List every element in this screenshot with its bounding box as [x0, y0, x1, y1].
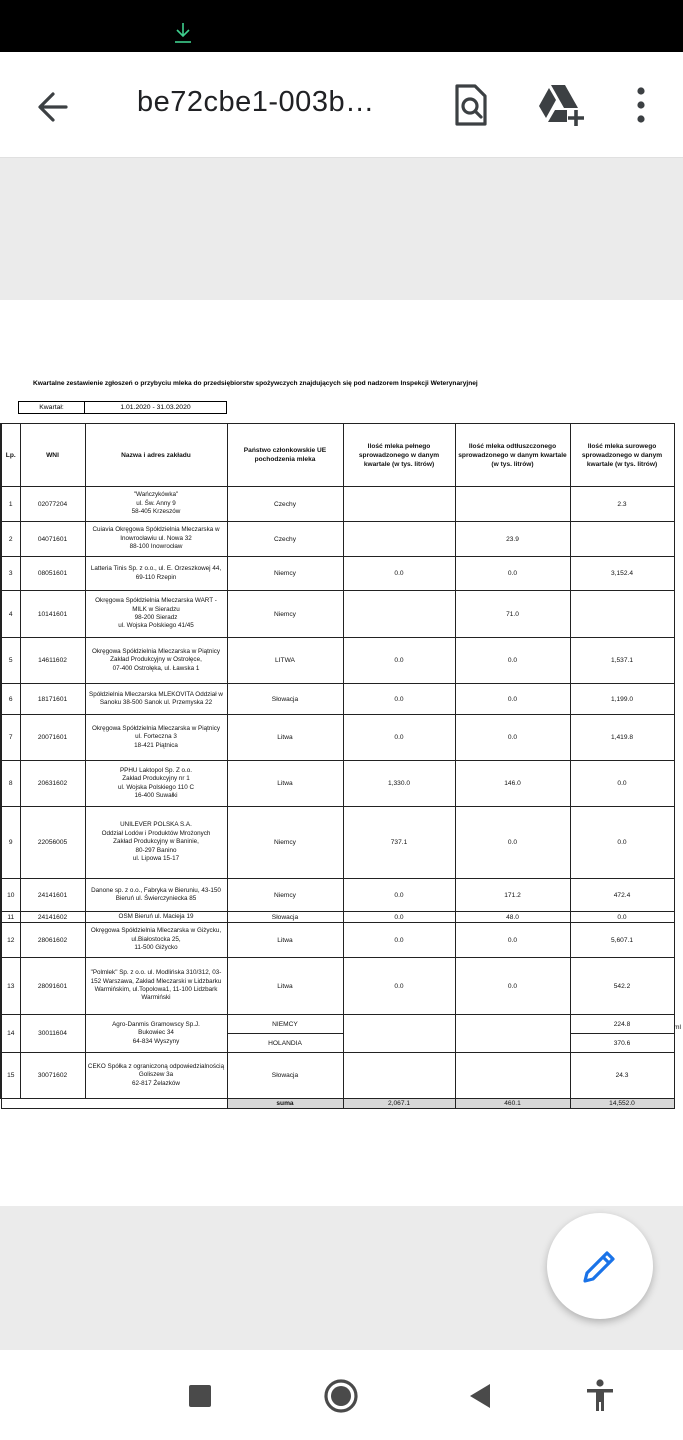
cell-raw: 370.6 — [570, 1034, 674, 1053]
cell-skim: 71.0 — [455, 591, 570, 638]
milk-table — [0, 423, 675, 1109]
cell-lp: 6 — [1, 684, 20, 715]
col-header-raw-milk: Ilość mleka surowego sprowadzonego w danym kwartale (w tys. litrów) — [570, 424, 674, 487]
cell-raw: 24.3 — [570, 1053, 674, 1099]
cell-lp: 3 — [1, 557, 20, 591]
cell-lp: 2 — [1, 522, 20, 557]
add-to-drive-icon — [534, 82, 586, 128]
cell-lp: 7 — [1, 715, 20, 761]
cell-lp: 1 — [1, 487, 20, 522]
cell-skim: 0.0 — [455, 638, 570, 684]
back-nav-button[interactable] — [461, 1376, 501, 1416]
edit-fab[interactable] — [547, 1213, 653, 1319]
cell-full: 0.0 — [343, 557, 455, 591]
cell-country: Niemcy — [227, 879, 343, 912]
back-button[interactable] — [28, 82, 78, 132]
sum-row — [1, 1099, 674, 1109]
document-page — [0, 300, 683, 1206]
cell-wni: 22056005 — [20, 807, 85, 879]
cell-full: 0.0 — [343, 958, 455, 1015]
table-row — [1, 638, 674, 684]
cell-skim — [455, 487, 570, 522]
cell-name: Okręgowa Spółdzielnia Mleczarska WART - MILK w Sieradzu 98-200 Sieradz ul. Wojska Polskiego 41/45 — [85, 591, 227, 638]
sum-full: 2,067.1 — [343, 1099, 455, 1109]
status-bar — [0, 0, 683, 52]
cell-name: Okręgowa Spółdzielnia Mleczarska w Piątnicy ul. Forteczna 3 18-421 Piątnica — [85, 715, 227, 761]
cell-wni: 24141602 — [20, 912, 85, 923]
col-header-name: Nazwa i adres zakładu — [85, 424, 227, 487]
cell-raw — [570, 522, 674, 557]
table-header-row — [1, 424, 674, 487]
cell-name: Danone sp. z o.o., Fabryka w Bieruniu, 43-150 Bieruń ul. Świerczyniecka 85 — [85, 879, 227, 912]
cell-skim: 0.0 — [455, 557, 570, 591]
cell-country: Czechy — [227, 522, 343, 557]
cell-country: Słowacja — [227, 912, 343, 923]
find-in-document-button[interactable] — [448, 82, 494, 128]
cell-name: Spółdzielnia Mleczarska MLEKOVITA Oddział w Sanoku 38-500 Sanok ul. Przemyska 22 — [85, 684, 227, 715]
cell-wni: 30071602 — [20, 1053, 85, 1099]
document-heading: Kwartalne zestawienie zgłoszeń o przybyciu mleka do przedsiębiorstw spożywczych znajdujących się pod nadzorem Inspekcji Weterynaryjnej — [33, 380, 478, 387]
cell-skim — [455, 1053, 570, 1099]
sum-spacer — [1, 1099, 227, 1109]
cell-skim: 0.0 — [455, 684, 570, 715]
cell-country: HOLANDIA — [227, 1034, 343, 1053]
cell-country: Niemcy — [227, 591, 343, 638]
quarter-value: 1.01.2020 - 31.03.2020 — [120, 404, 191, 411]
app-bar — [0, 52, 683, 158]
cell-full: 0.0 — [343, 923, 455, 958]
cell-full: 1,330.0 — [343, 761, 455, 807]
cell-lp: 5 — [1, 638, 20, 684]
cell-raw: 1,419.8 — [570, 715, 674, 761]
table-row — [1, 912, 674, 923]
cell-country: Niemcy — [227, 557, 343, 591]
cell-raw: 1,537.1 — [570, 638, 674, 684]
table-row — [1, 487, 674, 522]
cell-full: 0.0 — [343, 638, 455, 684]
back-arrow-icon — [28, 82, 78, 132]
sum-skim: 460.1 — [455, 1099, 570, 1109]
recents-icon — [180, 1376, 220, 1416]
cell-raw: 224.8 — [570, 1015, 674, 1034]
stray-cell-text: ml — [674, 1024, 681, 1031]
cell-country: Litwa — [227, 958, 343, 1015]
cell-skim: 0.0 — [455, 715, 570, 761]
home-button[interactable] — [321, 1376, 361, 1416]
col-header-skim-milk: Ilość mleka odtłuszczonego sprowadzonego w danym kwartale (w tys. litrów) — [455, 424, 570, 487]
cell-name: OSM Bieruń ul. Macieja 19 — [85, 912, 227, 923]
cell-country: Litwa — [227, 923, 343, 958]
cell-name: "Wańczykówka" ul. Św. Anny 9 58-405 Krzeszów — [85, 487, 227, 522]
cell-wni: 18171601 — [20, 684, 85, 715]
cell-wni: 14611602 — [20, 638, 85, 684]
cell-full — [343, 1053, 455, 1099]
cell-name: Agro-Danmis Gramowscy Sp.J. Bukowiec 34 64-834 Wyszyny — [85, 1015, 227, 1053]
accessibility-button[interactable] — [580, 1376, 620, 1416]
cell-raw: 0.0 — [570, 807, 674, 879]
cell-raw: 0.0 — [570, 761, 674, 807]
table-row — [1, 1053, 674, 1099]
cell-lp: 12 — [1, 923, 20, 958]
table-row — [1, 591, 674, 638]
col-header-full-milk: Ilość mleka pełnego sprowadzonego w danym kwartale (w tys. litrów) — [343, 424, 455, 487]
cell-country: Litwa — [227, 715, 343, 761]
cell-skim: 0.0 — [455, 923, 570, 958]
cell-wni: 04071601 — [20, 522, 85, 557]
cell-full: 0.0 — [343, 912, 455, 923]
cell-wni: 24141601 — [20, 879, 85, 912]
cell-wni: 28061602 — [20, 923, 85, 958]
cell-raw: 0.0 — [570, 912, 674, 923]
cell-country: LITWA — [227, 638, 343, 684]
cell-lp: 13 — [1, 958, 20, 1015]
cell-name: "Polmlek" Sp. z o.o. ul. Modlińska 310/312, 03-152 Warszawa, Zakład Mleczarski w Lidzbarku Warmińskim, ul.Topolowa1, 11-100 Lidzbark Warmiński — [85, 958, 227, 1015]
cell-lp: 14 — [1, 1015, 20, 1053]
cell-name: Cuiavia Okręgowa Spółdzielnia Mleczarska w Inowrocławiu ul. Nowa 32 88-100 Inowrocław — [85, 522, 227, 557]
cell-wni: 30011604 — [20, 1015, 85, 1053]
cell-name: Okręgowa Spółdzielnia Mleczarska w Giżycku, ul.Białostocka 25, 11-500 Giżycko — [85, 923, 227, 958]
table-row — [1, 807, 674, 879]
table-row — [1, 879, 674, 912]
more-options-button[interactable] — [622, 82, 662, 128]
cell-skim: 23.9 — [455, 522, 570, 557]
cell-full: 0.0 — [343, 684, 455, 715]
table-body — [1, 487, 674, 1099]
back-triangle-icon — [461, 1376, 501, 1416]
accessibility-icon — [580, 1376, 620, 1416]
cell-skim: 48.0 — [455, 912, 570, 923]
cell-wni: 02077204 — [20, 487, 85, 522]
cell-full: 737.1 — [343, 807, 455, 879]
table-row — [1, 923, 674, 958]
cell-raw: 5,607.1 — [570, 923, 674, 958]
cell-skim — [455, 1015, 570, 1053]
cell-country: NIEMCY — [227, 1015, 343, 1034]
cell-full — [343, 487, 455, 522]
document-viewer[interactable] — [0, 158, 683, 1350]
sum-label: suma — [227, 1099, 343, 1109]
cell-name: CEKO Spółka z ograniczoną odpowiedzialnością Goliszew 3a 62-817 Żelazków — [85, 1053, 227, 1099]
table-row — [1, 684, 674, 715]
cell-lp: 10 — [1, 879, 20, 912]
cell-full: 0.0 — [343, 879, 455, 912]
table-row — [1, 761, 674, 807]
sum-raw: 14,552.0 — [570, 1099, 674, 1109]
cell-country: Słowacja — [227, 1053, 343, 1099]
add-to-drive-button[interactable] — [534, 82, 586, 128]
col-header-lp: Lp. — [1, 424, 20, 487]
cell-raw: 3,152.4 — [570, 557, 674, 591]
table-row — [1, 1015, 674, 1034]
more-vert-icon — [622, 82, 662, 128]
cell-name: UNILEVER POLSKA S.A. Oddział Lodów i Produktów Mrożonych Zakład Produkcyjny w Baninie, 80-297 Banino ul. Lipowa 15-17 — [85, 807, 227, 879]
cell-lp: 15 — [1, 1053, 20, 1099]
document-title: be72cbe1-003b… — [137, 86, 375, 118]
cell-country: Niemcy — [227, 807, 343, 879]
cell-skim: 0.0 — [455, 958, 570, 1015]
table-row — [1, 557, 674, 591]
cell-name: Okręgowa Spółdzielnia Mleczarska w Piątnicy Zakład Produkcyjny w Ostrołęce, 07-400 Ostrołęka, ul. Ławska 1 — [85, 638, 227, 684]
cell-raw: 472.4 — [570, 879, 674, 912]
cell-full — [343, 591, 455, 638]
cell-raw: 542.2 — [570, 958, 674, 1015]
table-row — [1, 715, 674, 761]
cell-country: Litwa — [227, 761, 343, 807]
cell-skim: 171.2 — [455, 879, 570, 912]
cell-full — [343, 522, 455, 557]
quarter-box — [18, 401, 227, 414]
cell-lp: 11 — [1, 912, 20, 923]
cell-skim: 146.0 — [455, 761, 570, 807]
download-icon — [173, 22, 193, 44]
cell-wni: 20631602 — [20, 761, 85, 807]
cell-skim: 0.0 — [455, 807, 570, 879]
navigation-bar — [0, 1350, 683, 1440]
cell-wni: 28091601 — [20, 958, 85, 1015]
table-row — [1, 958, 674, 1015]
cell-wni: 08051601 — [20, 557, 85, 591]
cell-lp: 9 — [1, 807, 20, 879]
find-in-document-icon — [448, 82, 494, 128]
cell-lp: 4 — [1, 591, 20, 638]
cell-name: Latteria Tinis Sp. z o.o., ul. E. Orzeszkowej 44, 69-110 Rzepin — [85, 557, 227, 591]
table-row — [1, 522, 674, 557]
cell-full: 0.0 — [343, 715, 455, 761]
quarter-label: Kwartał: — [19, 402, 85, 413]
edit-pencil-icon — [581, 1247, 619, 1285]
home-icon — [321, 1376, 361, 1416]
col-header-country: Państwo członkowskie UE pochodzenia mleka — [227, 424, 343, 487]
cell-country: Czechy — [227, 487, 343, 522]
cell-raw — [570, 591, 674, 638]
cell-raw: 1,199.0 — [570, 684, 674, 715]
cell-wni: 20071601 — [20, 715, 85, 761]
cell-raw: 2.3 — [570, 487, 674, 522]
cell-full — [343, 1015, 455, 1053]
col-header-wni: WNI — [20, 424, 85, 487]
cell-lp: 8 — [1, 761, 20, 807]
cell-name: PPHU Laktopol Sp. Z o.o. Zakład Produkcyjny nr 1 ul. Wojska Polskiego 110 C 16-400 Suwałki — [85, 761, 227, 807]
cell-country: Słowacja — [227, 684, 343, 715]
cell-wni: 10141601 — [20, 591, 85, 638]
recents-button[interactable] — [180, 1376, 220, 1416]
